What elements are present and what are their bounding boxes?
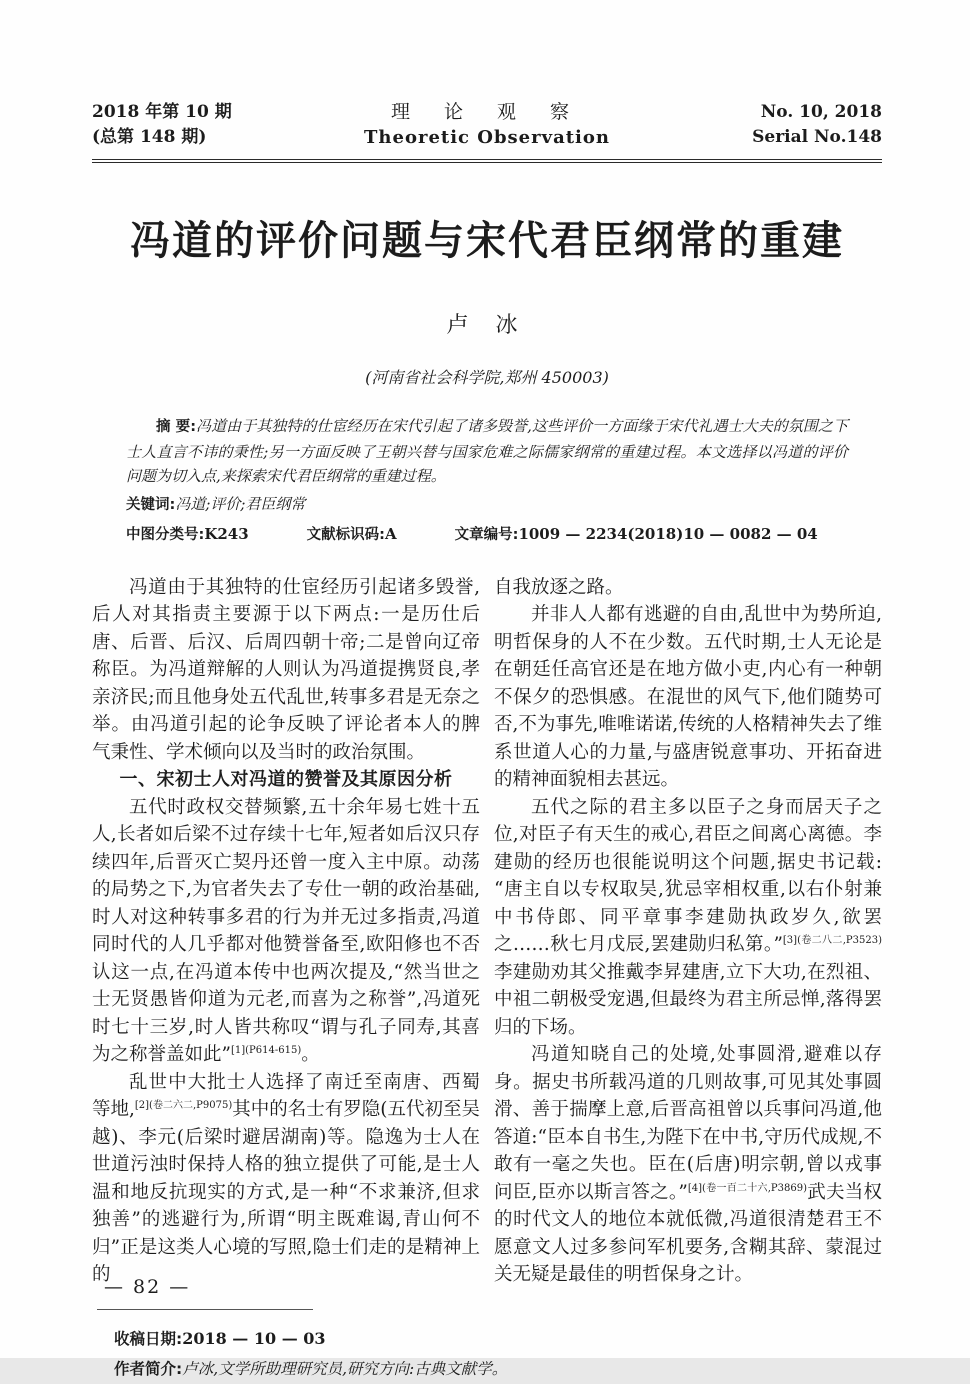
bio-label: 作者简介: [114,1359,183,1378]
paragraph: 并非人人都有逃避的自由,乱世中为势所迫,明哲保身的人不在少数。五代时期,士人无论是在朝廷任高官还是在地方做小吏,内心有一种朝不保夕的恐惧感。在混世的风气下,他们随势可否,不为事先,唯唯诺诺,传统的人格精神失去了维系世道人心的力量,与盛唐锐意事功、开拓奋进的精神面貌相去甚远。 [494,604,882,790]
body-column-left [92,574,480,1289]
abstract-label: 摘 要: [156,419,196,435]
issue-cn-line2: (总第 148 期) [92,127,207,147]
received-label: 收稿日期: [114,1329,183,1348]
header-divider [92,159,882,163]
journal-title-cn: 理 论 观 察 [390,101,584,123]
journal-issue-en [662,100,882,150]
abstract-text: 冯道由于其独特的仕宦经历在宋代引起了诸多毁誉,这些评价一方面缘于宋代礼遇士大夫的氛围之下士人直言不讳的秉性;另一方面反映了王朝兴替与国家危难之际儒家纲常的重建过程。本文选择以冯道的评价问题为切入点,来探索宋代君臣纲常的重建过程。 [126,417,848,485]
keywords-text: 冯道;评价;君臣纲常 [175,494,306,513]
issue-cn-line1: 2018 年第 10 期 [92,102,232,122]
journal-title-en: Theoretic Observation [364,127,610,148]
page-number: — 82 — [104,1276,191,1298]
article-meta [92,414,882,548]
article-footnotes [92,1324,882,1384]
paragraph: 自我放逐之路。 [494,576,624,598]
document-code: 文献标识码:A [306,524,397,543]
abstract [126,414,848,489]
paragraph: 乱世中大批士人选择了南迁至南唐、西蜀等地,$^{[2](卷二六二,P9075)}$其中的名士有罗隐(五代初至吴越)、李元(后梁时避居湖南)等。隐逸为士人在世道污浊时保持人格的独立提供了可能,是士人温和地反抗现实的方式,是一种“不求兼济,但求独善”的逃避行为,所谓“明主既难谒,青山何不归”正是这类人心境的写照,隐士们走的是精神上的 [92,1071,480,1285]
clc-label: 中图分类号: [126,526,205,543]
journal-issue-cn [92,100,312,150]
received-date: 收稿日期:2018 — 10 — 03 [114,1328,326,1348]
author-name: 卢 冰 [446,313,528,338]
paragraph: 冯道知晓自己的处境,处事圆滑,避难以存身。据史书所载冯道的几则故事,可见其处事圆滑、善于揣摩上意,后晋高祖曾以兵事问冯道,他答道:“臣本自书生,为陛下在中书,守历代成规,不敢有一毫之失也。臣在(后唐)明宗朝,曾以戎事问臣,臣亦以斯言答之。”$^{[4](卷一百二十六,P3869)}$武夫当权的时代文人的地位本就低微,冯道很清楚君王不愿意文人过多参问军机要务,含糊其辞、蒙混过关无疑是最佳的明哲保身之计。 [494,1044,882,1285]
journal-masthead [312,100,662,150]
citation-ref: [2](卷二六二,P9075) [134,1099,233,1111]
author-affiliation: (河南省社会科学院,郑州 450003) [365,368,609,387]
citation-ref: [3](卷二八二,P3523) [782,934,883,946]
classification-line [126,521,848,548]
citation-ref: [4](卷一百二十六,P3869) [687,1182,807,1194]
article-body [92,574,882,1289]
keywords-label: 关键词: [126,496,176,513]
article-id: 文章编号:1009 — 2234(2018)10 — 0082 — 04 [454,524,818,543]
citation-ref: [1](P614-615) [230,1044,302,1056]
author-bio: 作者简介:卢冰,文学所助理研究员,研究方向:古典文献学。 [114,1359,508,1378]
issue-en-line2: Serial No.148 [752,127,882,147]
paragraph: 五代时政权交替频繁,五十余年易七姓十五人,长者如后梁不过存续十七年,短者如后汉只存续四年,后晋灭亡契丹还曾一度入主中原。动荡的局势之下,为官者失去了专仕一朝的政治基础,时人对这种转事多君的行为并无过多指责,冯道同时代的人几乎都对他赞誉备至,欧阳修也不否认这一点,在冯道本传中也两次提及,“然当世之士无贤愚皆仰道为元老,而喜为之称誉”,冯道死时七十三岁,时人皆共称叹“谓与孔子同寿,其喜为之称誉盖如此”$^{[1](P614-615)}$。 [92,796,480,1065]
keywords [126,492,848,517]
journal-header [92,100,882,150]
issue-en-line1: No. 10, 2018 [760,102,882,122]
section-heading: 一、宋初士人对冯道的赞誉及其原因分析 [119,769,453,790]
paragraph: 五代之际的君主多以臣子之身而居天子之位,对臣子有天生的戒心,君臣之间离心离德。李建勋的经历也很能说明这个问题,据史书记载:“唐主自以专权取吴,犹忌宰相权重,以右仆射兼中书侍郎、同平章事李建勋执政岁久,欲罢之……秋七月戊辰,罢建勋归私第。”$^{[3](卷二八二,P3523)}$李建勋劝其父推戴李昇建唐,立下大功,在烈祖、中祖二朝极受宠遇,但最终为君主所忌惮,落得罢归的下场。 [494,796,883,1038]
article-title: 冯道的评价问题与宋代君臣纲常的重建 [130,217,844,264]
footnote-divider [97,1309,313,1310]
doc-code-label: 文献标识码: [306,526,385,543]
article-id-label: 文章编号: [454,526,519,543]
body-column-right [494,574,882,1289]
paragraph: 冯道由于其独特的仕宦经历引起诸多毁誉,后人对其指责主要源于以下两点:一是历仕后唐、后晋、后汉、后周四朝十帝;二是曾向辽帝称臣。为冯道辩解的人则认为冯道提携贤良,孝亲济民;而且他身处五代乱世,转事多君是无奈之举。由冯道引起的论争反映了评论者本人的脾气秉性、学术倾向以及当时的政治氛围。 [92,576,480,763]
clc-number: 中图分类号:K243 [126,524,249,543]
